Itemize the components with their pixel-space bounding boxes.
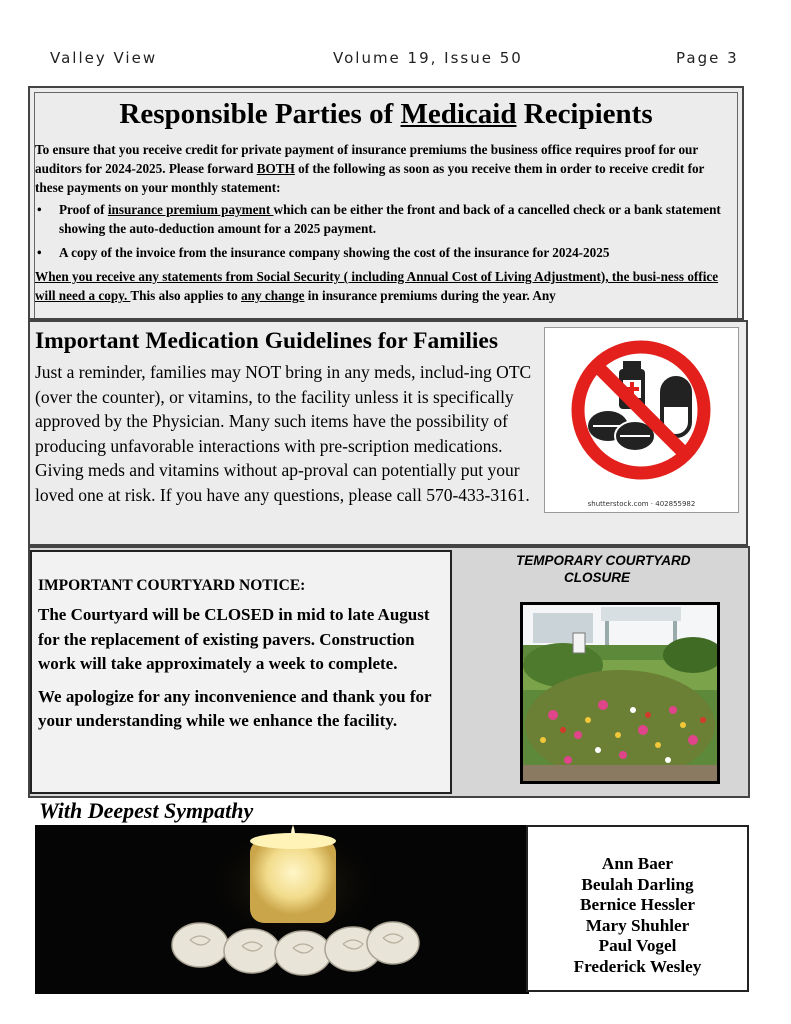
medicaid-body: [35, 140, 734, 305]
medication-section: [28, 320, 748, 546]
candle-photo: [35, 825, 529, 994]
courtyard-heading: IMPORTANT COURTYARD NOTICE:: [38, 577, 306, 594]
no-medication-sign-icon: [545, 328, 736, 498]
courtyard-notice-box: [30, 550, 452, 794]
sympathy-title: With Deepest Sympathy: [39, 798, 254, 823]
courtyard-section: [28, 546, 750, 798]
list-item: • A copy of the invoice from the insurance company showing the cost of the insurance for 2024-2025: [35, 243, 734, 262]
garden-image: [523, 605, 717, 781]
medicaid-section: [28, 86, 744, 320]
list-item: Paul Vogel: [598, 936, 677, 955]
medicaid-intro: To ensure that you receive credit for private payment of insurance premiums the business office requires proof for our auditors for 2024-2025. Please forward BOTH of the following as soon as you receive them in order to receive credit for these payments on your monthly statement:: [35, 142, 705, 195]
courtyard-paragraph: We apologize for any inconvenience and thank you for your understanding while we enhance the facility.: [38, 686, 432, 730]
medicaid-title: Responsible Parties of Medicaid Recipients: [119, 98, 653, 130]
no-medication-image: [544, 327, 739, 513]
courtyard-body: [38, 603, 448, 742]
sympathy-names-box: [526, 825, 749, 992]
newsletter-name: Valley View: [50, 49, 158, 67]
courtyard-paragraph: The Courtyard will be CLOSED in mid to late August for the replacement of existing pavers. Construction work will take approximately a week to complete.: [38, 605, 430, 673]
list-item: Frederick Wesley: [573, 956, 702, 976]
sympathy-names: [528, 854, 747, 977]
list-item: Ann Baer: [601, 854, 674, 873]
medicaid-closing: When you receive any statements from Social Security ( including Annual Cost of Living Adjustment), the busi-ness office will need a copy. This also applies to any change in insurance premiums during the year. Any: [35, 269, 719, 303]
medication-title: Important Medication Guidelines for Families: [35, 328, 499, 354]
medication-body: Just a reminder, families may NOT bring in any meds, includ-ing OTC (over the counter), or vitamins, to the facility unless it is specifically approved by the Physician. Many such items have the possibility of producing unfavorable interactions with pre-scription medications. Giving meds and vitamins without ap-proval can potentially put your loved one at risk. If you have any questions, please call 570-433-3161.: [35, 362, 532, 505]
courtyard-caption: TEMPORARY COURTYARD CLOSURE: [516, 553, 691, 585]
list-item: Beulah Darling: [581, 874, 694, 894]
volume-issue: Volume 19, Issue 50: [333, 49, 523, 67]
list-item: • Proof of insurance premium payment which can be either the front and back of a cancelled check or a bank statement showing the auto-deduction amount for a 2025 payment.: [35, 200, 734, 238]
list-item: Mary Shuhler: [585, 915, 690, 935]
candle-icon: [35, 825, 529, 994]
list-item: Bernice Hessler: [579, 895, 696, 914]
courtyard-photo: [520, 602, 720, 784]
medicaid-requirements-list: [35, 200, 734, 262]
image-credit: shutterstock.com · 402855982: [587, 500, 696, 508]
page-number: Page 3: [676, 49, 739, 67]
